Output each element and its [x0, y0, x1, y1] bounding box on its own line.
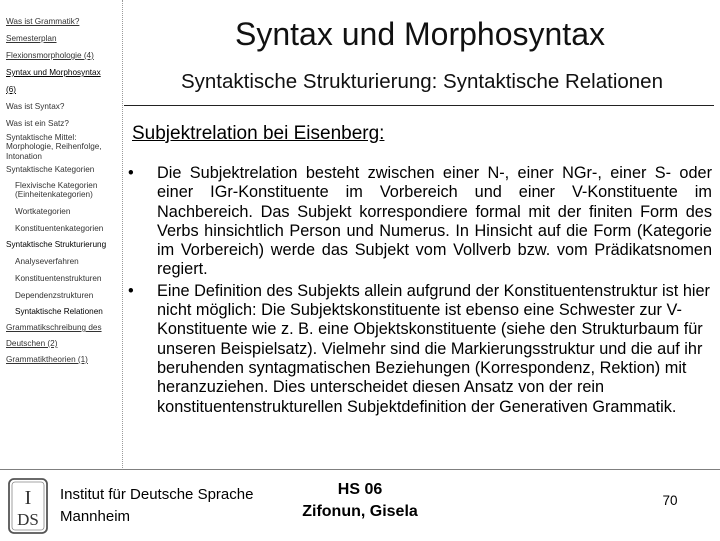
sidebar-item-konstituentenstrukturen[interactable]: Konstituentenstrukturen: [15, 274, 102, 283]
slide-subtitle: Syntaktische Strukturierung: Syntaktische Relationen: [180, 70, 663, 93]
logo-letter-top: I: [24, 487, 32, 509]
sidebar-item-syntax-count[interactable]: (6): [6, 85, 17, 94]
sidebar-item-syntaktische-kategorien[interactable]: Syntaktische Kategorien: [6, 165, 95, 174]
slide-title: Syntax und Morphosyntax: [235, 16, 605, 52]
sidebar-item-was-ist-syntax[interactable]: Was ist Syntax?: [6, 102, 65, 111]
bullet-text: Eine Definition des Subjekts allein aufgrund der Konstituentenstruktur ist hier nicht möglich: Die Subjektskonstituente ist ebenso eine Schwester zur V-Konstituente wie z. B. eine Objektskonstituente (siehe den Strukturbaum für unseren Beispielsatz). Vielmehr sind die Markierungsstruktur und die auf ihr beruhenden syntagmatischen Beziehungen (Korrespondenz, Rektion) mit heranzuziehen. Dies unterscheidet diesen Ansatz von der rein konstituentenstrukturellen Subjektdefinition der Generativen Grammatik.: [157, 281, 710, 416]
bullet-marker: •: [128, 281, 134, 300]
title-divider: [124, 105, 714, 106]
ids-logo: [6, 476, 50, 536]
bullet-item: [128, 164, 712, 280]
bullet-list: [128, 164, 712, 417]
ids-logo-icon: [6, 476, 50, 536]
page-number: 70: [662, 493, 678, 508]
sidebar-item-semesterplan[interactable]: Semesterplan: [6, 34, 57, 43]
sidebar-item-syntaktische-strukturierung[interactable]: Syntaktische Strukturierung: [6, 240, 107, 249]
sidebar-item-was-ist-ein-satz[interactable]: Was ist ein Satz?: [6, 119, 69, 128]
section-heading: Subjektrelation bei Eisenberg:: [132, 123, 385, 144]
sidebar-item-flexionsmorphologie[interactable]: Flexionsmorphologie (4): [6, 51, 94, 60]
course-code: HS 06: [337, 481, 383, 498]
bullet-item: [128, 282, 712, 417]
sidebar-item-was-ist-grammatik[interactable]: Was ist Grammatik?: [6, 17, 80, 26]
sidebar-item-wortkategorien[interactable]: Wortkategorien: [15, 207, 71, 216]
logo-letter-bottom: DS: [17, 510, 39, 529]
sidebar-item-syntax-und-morphosyntax[interactable]: Syntax und Morphosyntax: [6, 68, 101, 77]
sidebar-item-grammatikschreibung[interactable]: Grammatikschreibung des: [6, 323, 102, 332]
bullet-marker: •: [128, 164, 134, 182]
sidebar-item-analyseverfahren[interactable]: Analyseverfahren: [15, 257, 79, 266]
institute-name: [60, 484, 253, 528]
sidebar-item-syntaktische-relationen[interactable]: Syntaktische Relationen: [15, 307, 103, 316]
sidebar-item-konstituentenkategorien[interactable]: Konstituentenkategorien: [15, 224, 104, 233]
author-name: Zifonun, Gisela: [302, 503, 418, 520]
bullet-text: Die Subjektrelation besteht zwischen einer N-, einer NGr-, einer S- oder einer IGr-Konstituente im Vorbereich und einer V-Konstituente im Nachbereich. Das Subjekt korrespondiere formal mit der finiten Form des Verbs hinsichtlich Person und Numerus. In Hinsicht auf die Form (Kategorie im Vorbereich) werde das Subjekt vom Vollverb bzw. vom Prädikatsnomen regiert.: [157, 164, 712, 279]
sidebar-outline: [0, 0, 123, 468]
footer-divider: [0, 469, 720, 470]
sidebar-item-dependenzstrukturen[interactable]: Dependenzstrukturen: [15, 291, 94, 300]
sidebar-item-deutschen[interactable]: Deutschen (2): [6, 339, 58, 348]
sidebar-item-flexivische-kategorien[interactable]: Flexivische Kategorien (Einheitenkategorien): [15, 181, 98, 200]
institute-line-2: Mannheim: [60, 508, 131, 525]
sidebar-item-syntaktische-mittel[interactable]: Syntaktische Mittel: Morphologie, Reihenfolge, Intonation: [6, 133, 102, 161]
institute-line-1: Institut für Deutsche Sprache: [60, 486, 254, 503]
course-info: [280, 479, 440, 523]
sidebar-item-grammatiktheorien[interactable]: Grammatiktheorien (1): [6, 355, 88, 364]
